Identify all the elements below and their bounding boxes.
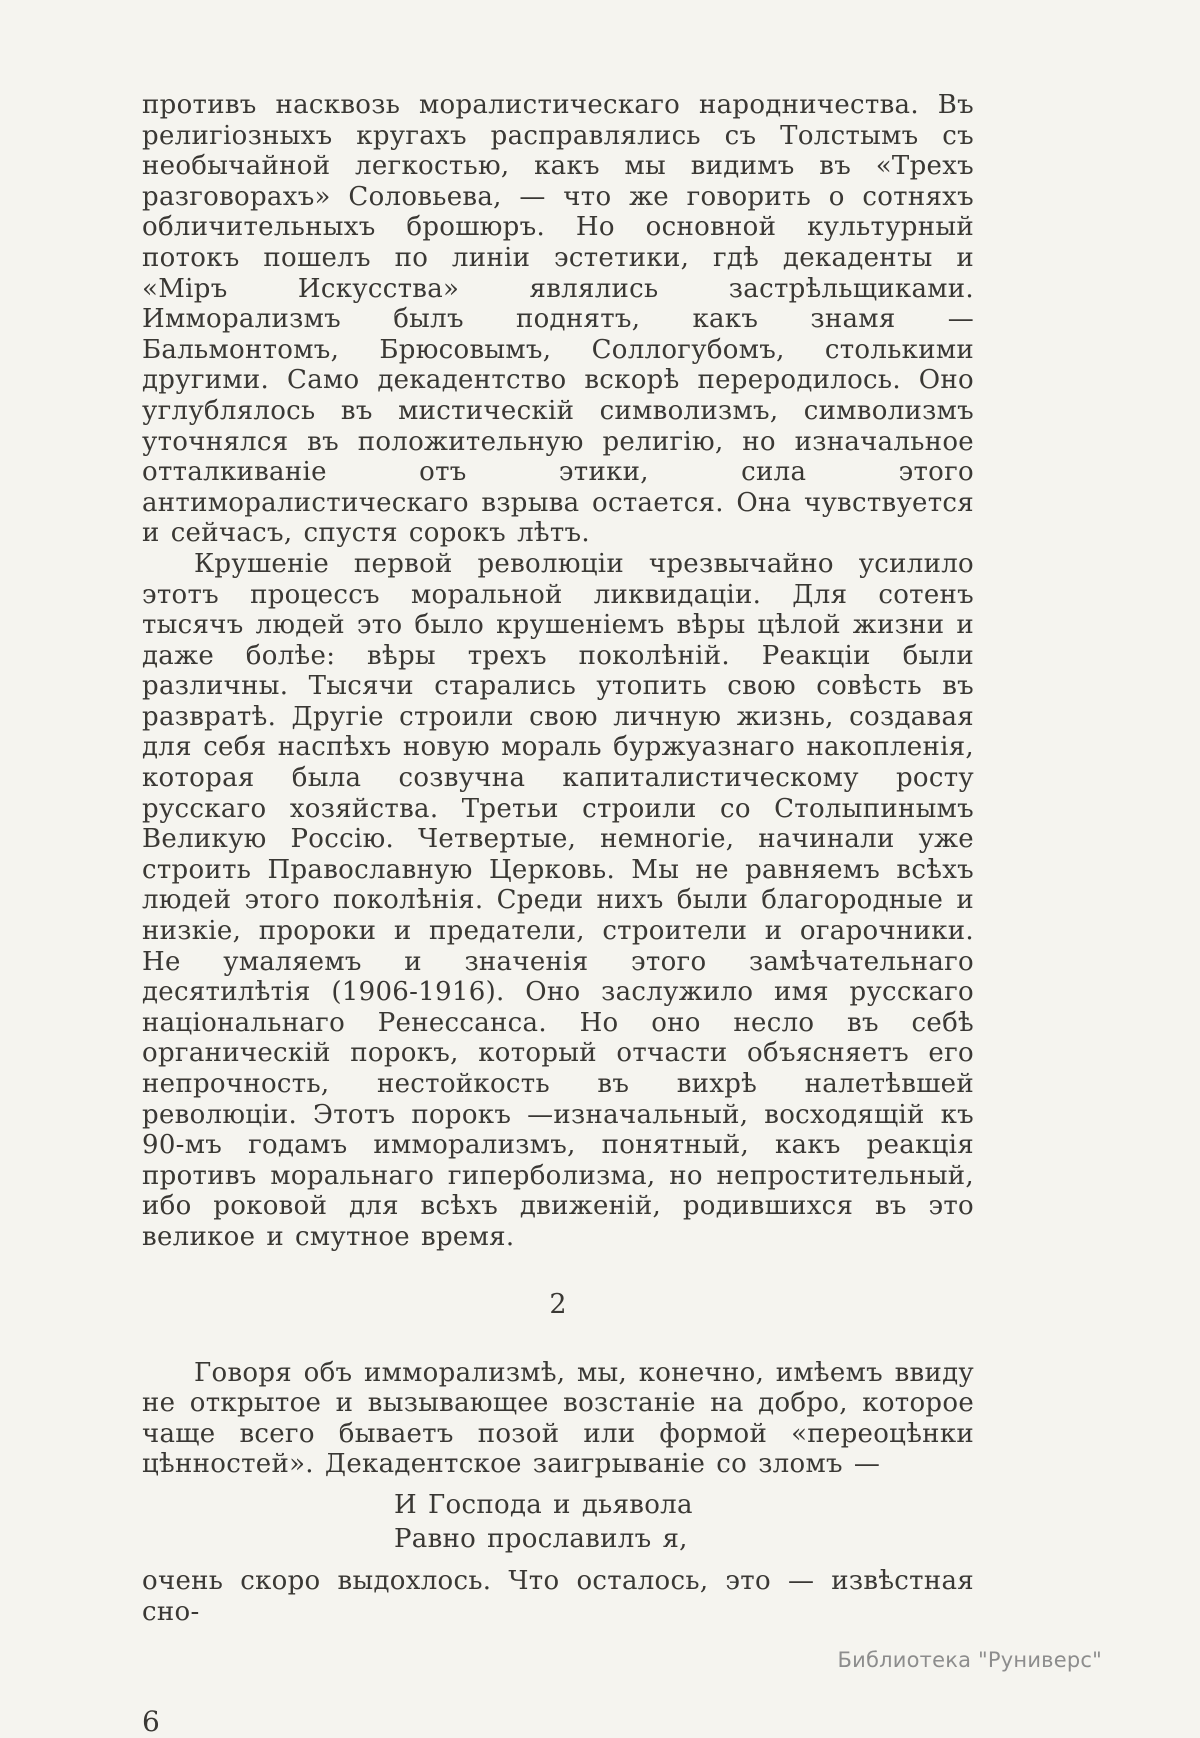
paragraph: Крушеніе первой революціи чрезвычайно усилило этотъ процессъ моральной ликвидаціи. Для сотенъ тысячъ людей это было крушеніемъ вѣры цѣлой жизни и даже болѣе: вѣры трехъ поколѣній. Реакціи были различны. Тысячи старались утопить свою совѣсть въ развратѣ. Другіе строили свою личную жизнь, создавая для себя наспѣхъ новую мораль буржуазнаго накопленія, которая была созвучна капиталистическому росту русскаго хозяйства. Третьи строили со Столыпинымъ Великую Россію. Четвертые, немногіе, начинали уже строить Православную Церковь. Мы не равняемъ всѣхъ людей этого поколѣнія. Среди нихъ были благородные и низкіе, пророки и предатели, строители и огарочники. Не умаляемъ и значенія этого замѣчательнаго десятилѣтія (1906-1916). Оно заслужило имя русскаго національнаго Ренессанса. Но оно несло въ себѣ органическій порокъ, который отчасти объясняетъ его непрочность, нестойкость въ вихрѣ налетѣвшей революціи. Этотъ порокъ —изначальный, восходящій къ 90-мъ годамъ имморализмъ, понятный, какъ реакція противъ моральнаго гиперболизма, но непростительный, ибо роковой для всѣхъ движеній, родившихся въ это великое и смутное время. [142,548,974,1252]
paragraph: Говоря объ имморализмѣ, мы, конечно, имѣемъ ввиду не открытое и вызывающее возстаніе на добро, которое чаще всего бываетъ позой или формой «переоцѣнки цѣнностей». Декадентское заигрываніе со зломъ — [142,1357,974,1480]
verse-line: И Господа и дьявола [394,1489,693,1520]
library-watermark: Библиотека "Руниверс" [837,1648,1102,1672]
text-column [142,90,974,1738]
paragraph-continuation: очень скоро выдохлось. Что осталось, это — извѣстная сно- [142,1565,974,1627]
verse-quote [394,1488,974,1556]
verse-line: Равно прославилъ я, [394,1523,688,1554]
paragraph-continuation: противъ насквозь моралистическаго народничества. Въ религіозныхъ кругахъ расправлялись съ Толстымъ съ необычайной легкостью, какъ мы видимъ въ «Трехъ разговорахъ» Соловьева, — что же говорить о сотняхъ обличительныхъ брошюръ. Но основной культурный потокъ пошелъ по линіи эстетики, гдѣ декаденты и «Міръ Искусства» являлись застрѣльщиками. Имморализмъ былъ поднятъ, какъ знамя — Бальмонтомъ, Брюсовымъ, Соллогубомъ, столькими другими. Само декадентство вскорѣ переродилось. Оно углублялось въ мистическій символизмъ, символизмъ уточнялся въ положительную религію, но изначальное отталкиваніе отъ этики, сила этого антиморалистическаго взрыва остается. Она чувствуется и сейчасъ, спустя сорокъ лѣтъ. [142,90,974,549]
section-number: 2 [549,1288,567,1320]
page-number: 6 [142,1705,160,1738]
